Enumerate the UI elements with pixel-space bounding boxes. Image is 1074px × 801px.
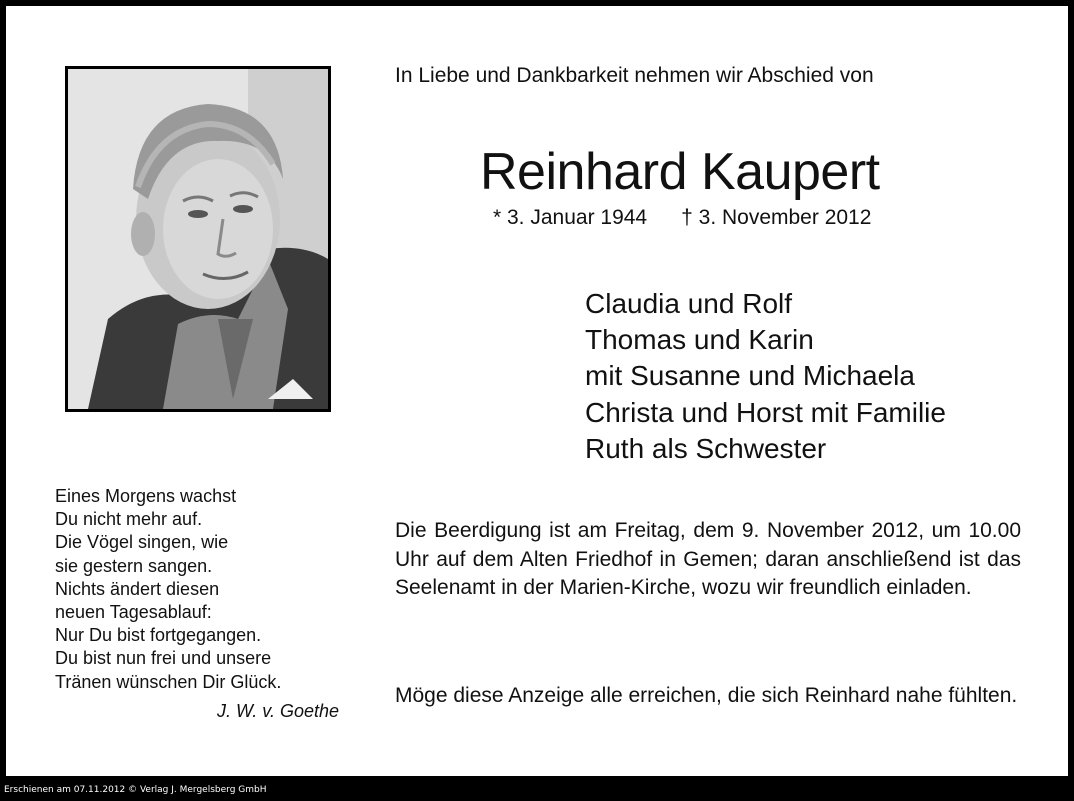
intro-text: In Liebe und Dankbarkeit nehmen wir Abschied von — [395, 64, 874, 87]
poem-line: sie gestern sangen. — [55, 555, 213, 576]
portrait-photo — [65, 66, 331, 412]
poem-line: Tränen wünschen Dir Glück. — [55, 671, 282, 692]
mourner-line: mit Susanne und Michaela — [585, 360, 915, 392]
poem-line: neuen Tagesablauf: — [55, 602, 212, 623]
poem-line: Nur Du bist fortgegangen. — [55, 625, 262, 646]
closing-note: Möge diese Anzeige alle erreichen, die sich Reinhard nahe fühlten. — [395, 684, 1018, 707]
obituary-card — [6, 6, 1068, 776]
mourner-line: Claudia und Rolf — [585, 288, 793, 319]
mourner-line: Christa und Horst mit Familie — [585, 396, 946, 428]
deceased-name: Reinhard Kaupert — [480, 143, 880, 201]
death-date: † 3. November 2012 — [681, 206, 872, 229]
mourner-line: Thomas und Karin — [585, 324, 814, 356]
mourner-line: Ruth als Schwester — [585, 432, 827, 464]
poem — [55, 485, 343, 723]
poem-line: Du nicht mehr auf. — [55, 509, 203, 530]
poem-line: Du bist nun frei und unsere — [55, 648, 272, 669]
poem-line: Nichts ändert diesen — [55, 578, 220, 599]
birth-date: * 3. Januar 1944 — [493, 206, 648, 229]
poem-line: Die Vögel singen, wie — [55, 532, 229, 553]
funeral-details: Die Beerdigung ist am Freitag, dem 9. November 2012, um 10.00 Uhr auf dem Alten Friedhof in Gemen; daran anschließend ist das Seelenamt in der Marien-Kirche, wozu wir freundlich einladen. — [395, 519, 1021, 599]
life-dates — [493, 206, 871, 230]
poem-author: J. W. v. Goethe — [216, 700, 339, 721]
mourners-list — [585, 286, 946, 467]
portrait-photo-icon — [68, 69, 328, 409]
publication-footer: Erschienen am 07.11.2012 © Verlag J. Mergelsberg GmbH — [4, 785, 267, 795]
poem-line: Eines Morgens wachst — [55, 486, 237, 506]
